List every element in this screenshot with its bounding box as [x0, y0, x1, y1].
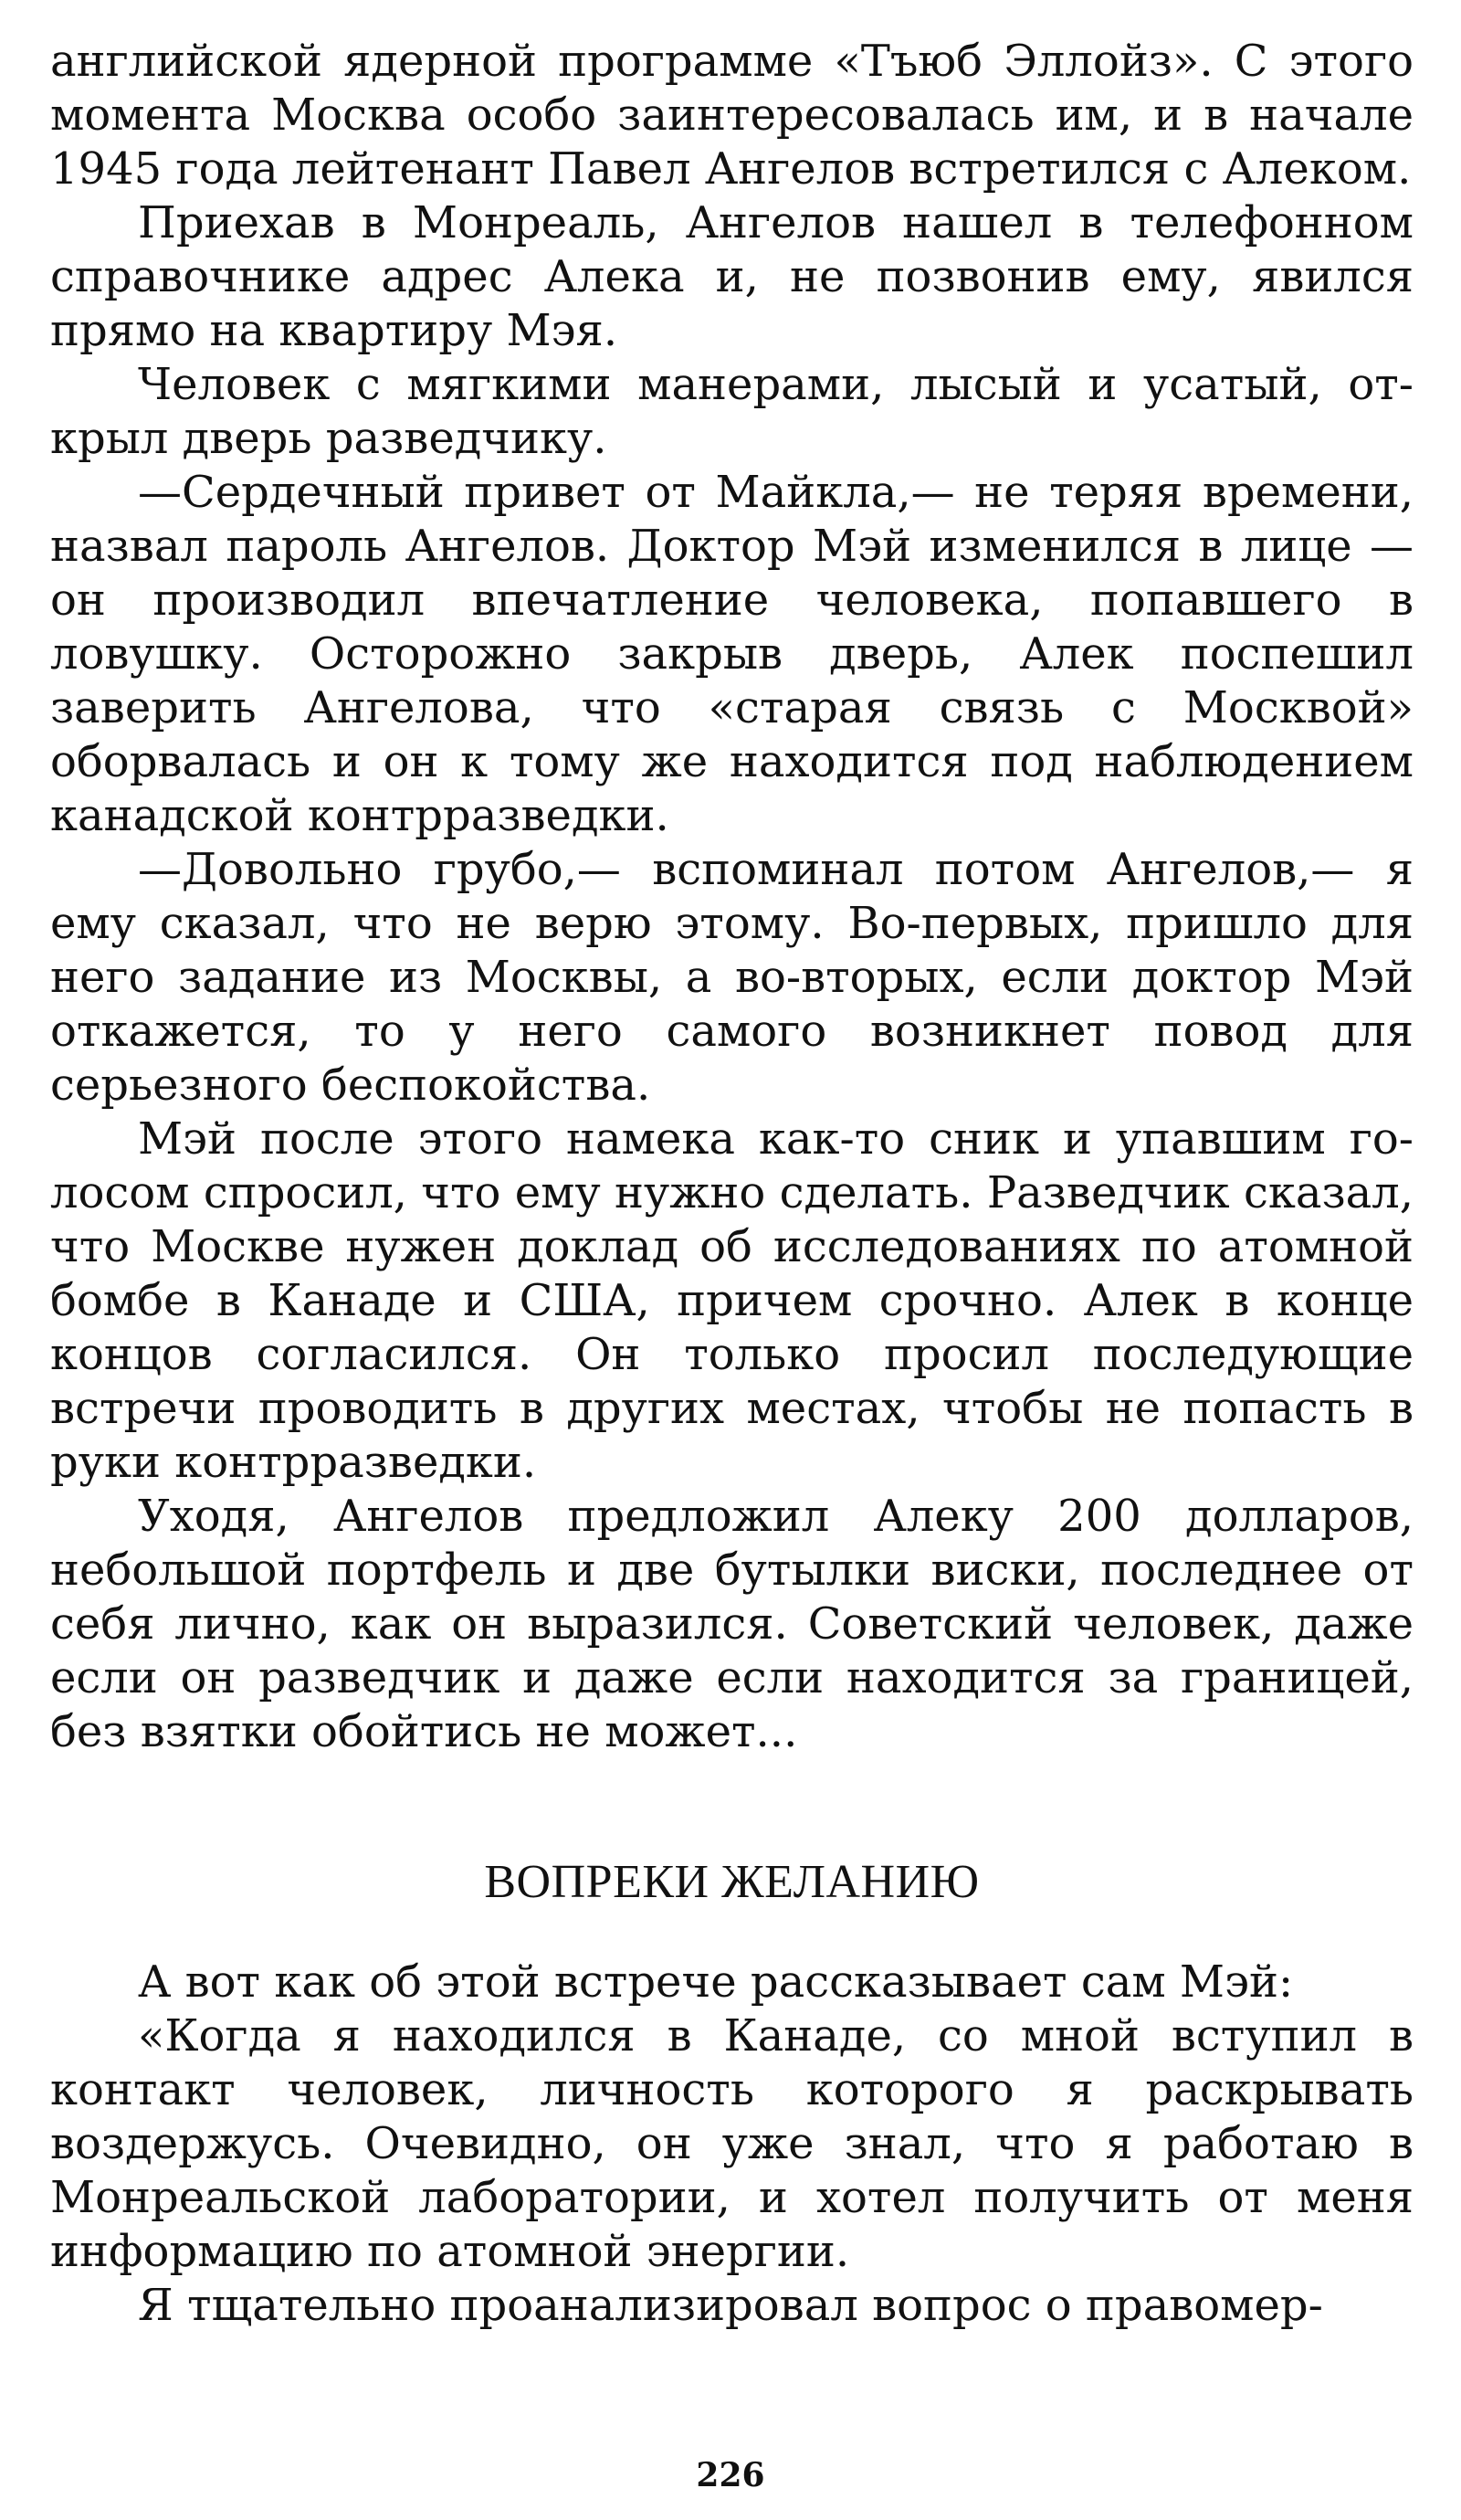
heading-spacer: [50, 1910, 1414, 1956]
paragraph-8: А вот как об этой встрече рассказывает сам Мэй:: [138, 1956, 1294, 2008]
section-spacer: [50, 1759, 1414, 1855]
book-page: [50, 35, 1414, 2333]
paragraph-10: Я тщательно проанализировал вопрос о правомер-: [138, 2280, 1323, 2331]
paragraph-7: Уходя, Ангелов предложил Алеку 200 долларов, небольшой портфель и две бутылки виски, последнее от себя лично, как он выразился. Советский человек, даже если он разведчик и даже если находится за границей, без взятки обойтись не может...: [50, 1491, 1414, 1757]
paragraph-4: —Сердечный привет от Майкла,— не теряя времени, назвал пароль Ангелов. Доктор Мэй изменился в лице — он производил впечатление человека, попавшего в ловушку. Осторожно закрыв дверь, Алек поспешил заверить Ангелова, что «старая связь с Москвой» оборвалась и он к тому же находится под наблюдением канадской контрразведки.: [50, 467, 1414, 841]
section-heading: ВОПРЕКИ ЖЕЛАНИЮ: [484, 1856, 980, 1908]
paragraph-2: Приехав в Монреаль, Ангелов нашел в телефонном справочнике адрес Алека и, не позвонив ему, явился прямо на квартиру Мэя.: [50, 197, 1414, 356]
paragraph-3: Человек с мягкими манерами, лысый и усатый, открыл дверь разведчику.: [50, 359, 1414, 464]
paragraph-5: —Довольно грубо,— вспоминал потом Ангелов,— я ему сказал, что не верю этому. Во-первых, пришло для него задание из Москвы, а во-вторых, если доктор Мэй откажется, то у него самого возникнет повод для серьезного беспокойства.: [50, 844, 1414, 1111]
paragraph-6: Мэй после этого намека как-то сник и упавшим голосом спросил, что ему нужно сделать. Разведчик сказал, что Москве нужен доклад об исследованиях по атомной бомбе в Канаде и США, причем срочно. Алек в конце концов согласился. Он только просил последующие встречи проводить в других местах, чтобы не попасть в руки контрразведки.: [50, 1113, 1414, 1488]
page-number: 226: [696, 2456, 765, 2494]
paragraph-1: английской ядерной программе «Тъюб Эллойз». С этого момента Москва особо заинтересовалась им, и в начале 1945 года лейтенант Павел Ангелов встретился с Алеком.: [50, 36, 1414, 195]
paragraph-9: «Когда я находился в Канаде, со мной вступил в контакт человек, личность которого я раскрывать воздержусь. Очевидно, он уже знал, что я работаю в Монреальской лаборатории, и хотел получить от меня информацию по атомной энергии.: [50, 2010, 1414, 2277]
